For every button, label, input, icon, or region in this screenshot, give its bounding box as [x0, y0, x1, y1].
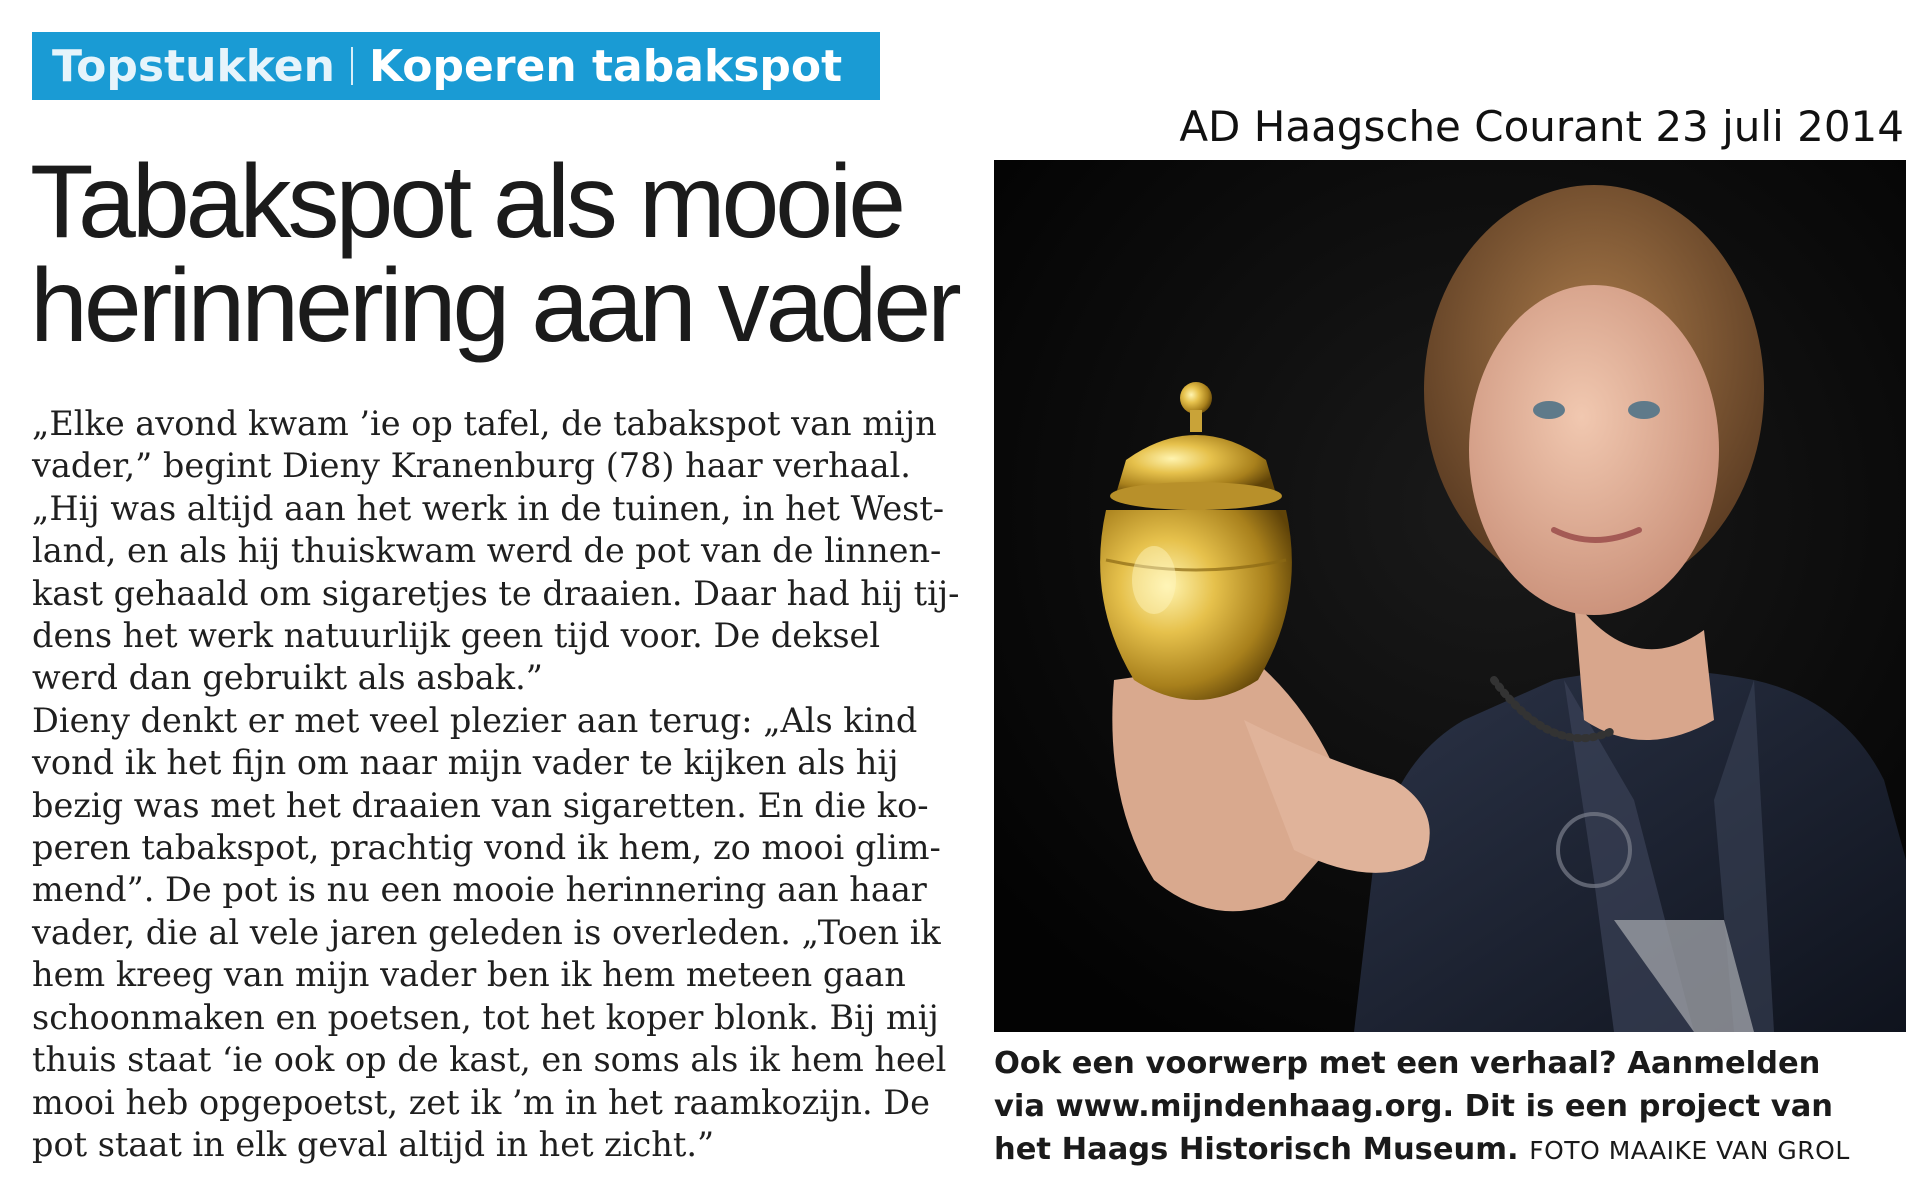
pot-knob	[1180, 382, 1212, 414]
body-line: pot staat in elk geval altijd in het zicht.”	[32, 1124, 715, 1164]
caption-line-1: Ook een voorwerp met een verhaal? Aanmelden	[994, 1046, 1821, 1081]
body-line: Dieny denkt er met veel plezier aan terug: „Als kind	[32, 700, 918, 740]
body-line: „Hij was altijd aan het werk in de tuinen, in het West-	[32, 488, 945, 528]
body-line: bezig was met het draaien van sigaretten. En die ko-	[32, 785, 929, 825]
body-line: mooi heb opgepoetst, zet ik ’m in het raamkozijn. De	[32, 1082, 930, 1122]
photo-credit: FOTO MAAIKE VAN GROL	[1529, 1136, 1850, 1165]
left-eye	[1533, 401, 1565, 419]
body-line: hem kreeg van mijn vader ben ik hem meteen gaan	[32, 955, 906, 995]
body-line: „Elke avond kwam ’ie op tafel, de tabakspot van mijn	[32, 404, 937, 443]
pot-knob-stem	[1190, 410, 1202, 432]
body-line: land, en als hij thuiskwam werd de pot van de linnen-	[32, 531, 942, 571]
section-banner	[32, 32, 880, 100]
body-line: thuis staat ‘ie ook op de kast, en soms als ik hem heel	[32, 1040, 947, 1080]
source-line: AD Haagsche Courant 23 juli 2014	[1179, 102, 1904, 151]
caption-line-3	[994, 1128, 1906, 1172]
topic-label: Koperen tabakspot	[368, 40, 843, 92]
headline-line-1: Tabakspot als mooie	[30, 144, 903, 260]
right-eye	[1628, 401, 1660, 419]
caption-line-3-text: het Haags Historisch Museum.	[994, 1132, 1519, 1167]
body-line: dens het werk natuurlijk geen tijd voor. De deksel	[32, 616, 881, 656]
pot-lid-edge	[1110, 482, 1282, 510]
body-line: schoonmaken en poetsen, tot het koper blonk. Bij mij	[32, 997, 939, 1037]
photo-illustration	[994, 160, 1906, 1032]
face-shape	[1469, 285, 1719, 615]
body-line: mend”. De pot is nu een mooie herinnering aan haar	[32, 870, 927, 910]
article-body	[32, 403, 962, 1166]
banner-divider	[351, 47, 353, 85]
body-line: vader,” begint Dieny Kranenburg (78) haar verhaal.	[32, 446, 911, 486]
body-line: werd dan gebruikt als asbak.”	[32, 658, 543, 698]
pot-highlight	[1132, 546, 1176, 614]
headline-line-2: herinnering aan vader	[30, 248, 958, 364]
section-label: Topstukken	[52, 40, 335, 92]
body-line: vader, die al vele jaren geleden is overleden. „Toen ik	[32, 912, 941, 952]
body-line: kast gehaald om sigaretjes te draaien. Daar had hij tij-	[32, 573, 960, 613]
body-line: peren tabakspot, prachtig vond ik hem, zo mooi glim-	[32, 828, 941, 868]
article-photo	[994, 160, 1906, 1032]
caption-line-2: via www.mijndenhaag.org. Dit is een project van	[994, 1089, 1833, 1124]
headline	[30, 144, 980, 364]
photo-caption	[994, 1042, 1906, 1172]
body-line: vond ik het fijn om naar mijn vader te kijken als hij	[32, 743, 899, 783]
